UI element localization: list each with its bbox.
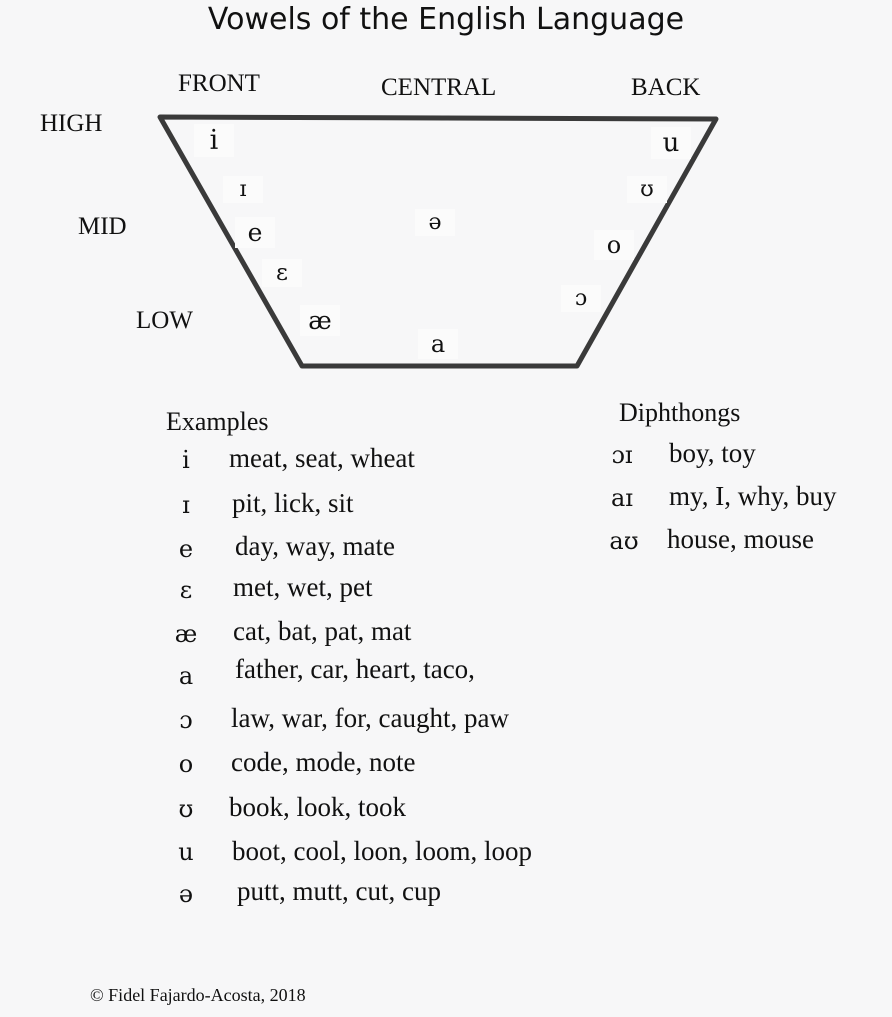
vowel-symbol-o: o [594, 230, 634, 260]
example-symbol: i [182, 446, 190, 474]
example-symbol: ɪ [182, 491, 190, 519]
diphthong-symbol: aʊ [609, 527, 639, 555]
low-label: LOW [136, 307, 193, 334]
diphthong-words: my, I, why, buy [669, 481, 837, 511]
example-words: met, wet, pet [233, 572, 373, 602]
diphthong-symbol: aɪ [611, 484, 633, 512]
example-symbol: o [178, 750, 194, 778]
example-symbol: u [178, 838, 194, 866]
vowel-symbol-u: u [651, 127, 691, 159]
example-symbol: ə [178, 880, 194, 908]
example-words: putt, mutt, cut, cup [237, 876, 441, 906]
back-label: BACK [631, 74, 701, 101]
vowel-symbol-schwa: ə [415, 209, 455, 236]
copyright-notice: © Fidel Fajardo-Acosta, 2018 [90, 985, 306, 1005]
vowel-symbol-a: a [418, 329, 458, 359]
example-symbol: a [178, 662, 194, 690]
example-words: law, war, for, caught, paw [231, 703, 509, 733]
diphthong-symbol: ɔɪ [611, 441, 633, 469]
central-label: CENTRAL [381, 74, 497, 101]
example-symbol: e [178, 535, 194, 563]
page-title: Vowels of the English Language [207, 2, 685, 37]
vowel-symbol-open-o: ɔ [561, 285, 601, 312]
example-words: boot, cool, loon, loom, loop [232, 836, 532, 866]
example-words: meat, seat, wheat [229, 443, 415, 473]
vowel-symbol-open-mid-front: ɛ [262, 259, 302, 287]
vowel-symbol-i: i [194, 124, 234, 157]
diphthong-words: house, mouse [667, 524, 814, 554]
example-words: day, way, mate [235, 531, 395, 561]
diphthongs-heading: Diphthongs [619, 398, 741, 427]
examples-heading: Examples [166, 407, 269, 436]
example-words: cat, bat, pat, mat [233, 616, 412, 646]
example-words: pit, lick, sit [232, 488, 354, 518]
vowel-symbol-near-close-front: ɪ [223, 176, 263, 203]
example-symbol: ʊ [178, 795, 194, 823]
example-symbol: æ [174, 620, 198, 648]
example-words: book, look, took [229, 792, 407, 822]
example-words: code, mode, note [231, 747, 416, 777]
front-label: FRONT [178, 70, 260, 97]
vowel-symbol-e: e [235, 217, 275, 248]
example-words: father, car, heart, taco, [235, 654, 475, 684]
vowel-symbol-ae: æ [300, 305, 340, 336]
high-label: HIGH [40, 110, 103, 137]
mid-label: MID [78, 213, 127, 240]
vowel-symbol-near-close-back: ʊ [627, 176, 667, 203]
example-symbol: ɔ [179, 706, 193, 734]
example-symbol: ɛ [179, 576, 193, 604]
diphthong-words: boy, toy [669, 438, 756, 468]
